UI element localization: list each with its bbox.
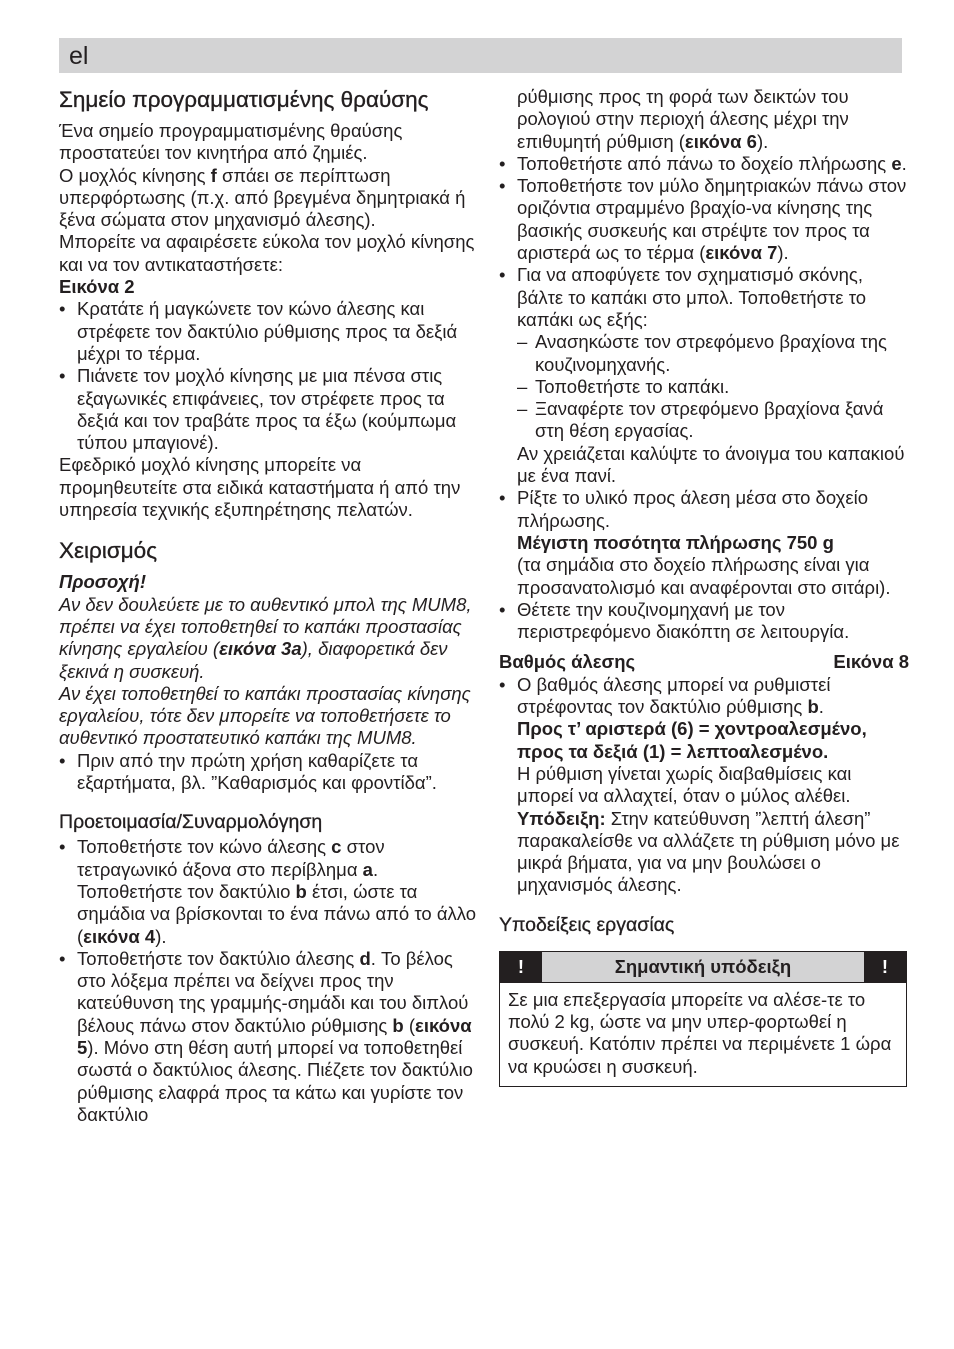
paragraph: Μπορείτε να αφαιρέσετε εύκολα τον μοχλό κίνησης και να τον αντικαταστήσετε: <box>59 231 475 275</box>
notice-title: Σημαντική υπόδειξη <box>614 955 792 977</box>
list-item: • Κρατάτε ή μαγκώνετε τον κώνο άλεσης και στρέφετε τον δακτύλιο ρύθμισης προς τα δεξιά μέχρι το τέρμα. <box>59 298 479 365</box>
section-title-work-hints: Υποδείξεις εργασίας <box>499 913 675 936</box>
figure-ref: εικόνα 3a <box>219 638 302 660</box>
section-title-preparation: Προετοιμασία/Συναρμολόγηση <box>59 811 323 834</box>
bullet-list <box>499 674 909 897</box>
left-column <box>59 86 479 1126</box>
bullet-list <box>499 153 909 644</box>
part-ref: f <box>210 164 217 186</box>
list-item: – Τοποθετήστε το καπάκι. <box>517 376 909 398</box>
section-title-operation: Χειρισμός <box>59 538 158 564</box>
list-item: • Θέτετε την κουζινομηχανή με τον περιστρεφόμενο διακόπτη σε λειτουργία. <box>499 599 909 644</box>
list-item: • Τοποθετήστε τον μύλο δημητριακών πάνω στον οριζόντια στραμμένο βραχίο-να κίνησης της βασικής συσκευής και στρέψτε τον προς τα αριστερά ως το τέρμα (εικόνα 7). <box>499 175 909 264</box>
caution-text: Αν έχει τοποθετηθεί το καπάκι προστασίας κίνησης εργαλείου, τότε δεν μπορείτε να τοποθετήσετε το αυθεντικό προστατευτικό καπάκι της MUM8. <box>59 682 471 749</box>
exclamation-icon: ! <box>864 952 906 982</box>
paragraph: Ο μοχλός κίνησης f σπάει σε περίπτωση υπερφόρτωσης (π.χ. από βρεγμένα δημητριακά ή ξένα σώματα στον μηχανισμό άλεσης). <box>59 164 466 231</box>
dash-list <box>517 331 909 442</box>
notice-header <box>500 952 906 983</box>
figure-ref: Εικόνα 2 <box>59 276 135 298</box>
caution-text: Αν δεν δουλεύετε με το αυθεντικό μπολ της MUM8, πρέπει να έχει τοποθετηθεί το καπάκι προστασίας κίνησης εργαλείου (εικόνα 3a), διαφορετικά δεν ξεκινά η συσκευή. <box>59 593 472 682</box>
bullet-list <box>59 750 479 795</box>
language-header-bar <box>59 38 902 73</box>
list-item: • Ο βαθμός άλεσης μπορεί να ρυθμιστεί στρέφοντας τον δακτύλιο ρύθμισης b. Προς τ’ αριστερά (6) = χοντροαλεσμένο, προς τα δεξιά (1) = λεπτοαλεσμένο. Η ρύθμιση γίνεται χωρίς διαβαθμίσεις και μπορεί να αλλαχτεί, όταν ο μύλος αλέθει. Υπόδειξη: Στην κατεύθυνση ”λεπτή άλεση” παρακαλείσθε να αλλάζετε τη ρύθμιση μόνο με μικρά βήματα, για να μην βουλώσει ο μηχανισμός άλεσης. <box>499 674 909 897</box>
paragraph: ρύθμισης προς τη φορά των δεικτών του ρολογιού στην περιοχή άλεσης μέχρι την επιθυμητή ρύθμιση (εικόνα 6). <box>517 86 849 152</box>
list-item: • Για να αποφύγετε τον σχηματισμό σκόνης, βάλτε το καπάκι στο μπολ. Τοποθετήστε το καπάκι ως εξής: – Ανασηκώστε τον στρεφόμενο βραχίονα της κουζινομηχανής. – Τοποθετήστε το καπάκι. – Ξαναφέρτε τον στρεφόμενο βραχίονα ξανά στη θέση εργασίας. Αν χρειάζεται καλύψτε το άνοιγμα του καπακιού με ένα πανί. <box>499 264 909 487</box>
bullet-list <box>59 298 479 454</box>
max-fill-label: Μέγιστη ποσότητα πλήρωσης 750 g <box>517 531 834 553</box>
grind-level-heading <box>499 651 909 673</box>
list-item: • Τοποθετήστε από πάνω το δοχείο πλήρωσης e. <box>499 153 909 175</box>
notice-body: Σε μια επεξεργασία μπορείτε να αλέσε-τε το πολύ 2 kg, ώστε να μην υπερ-φορτωθεί η συσκευή. Κατόπιν πρέπει να περιμένετε 1 ώρα να κρυώσει η συσκευή. <box>508 988 892 1077</box>
language-code: el <box>69 42 89 70</box>
list-item: – Ανασηκώστε τον στρεφόμενο βραχίονα της κουζινομηχανής. <box>517 331 909 376</box>
list-item: • Ρίξτε το υλικό προς άλεση μέσα στο δοχείο πλήρωσης. Μέγιστη ποσότητα πλήρωσης 750 g (τα σημάδια στο δοχείο πλήρωσης είναι για προσανατολισμό και αναφέρονται στο σιτάρι). <box>499 487 909 598</box>
exclamation-icon: ! <box>500 952 542 982</box>
list-item: • Πριν από την πρώτη χρήση καθαρίζετε τα εξαρτήματα, βλ. ”Καθαρισμός και φροντίδα”. <box>59 750 479 795</box>
paragraph: Ένα σημείο προγραμματισμένης θραύσης προστατεύει τον κινητήρα από ζημιές. <box>59 120 403 164</box>
list-item: • Τοποθετήστε τον κώνο άλεσης c στον τετραγωνικό άξονα στο περίβλημα a. Τοποθετήστε τον δακτύλιο b έτσι, ώστε τα σημάδια να βρίσκονται το ένα πάνω από το άλλο (εικόνα 4). <box>59 836 479 947</box>
hint-label: Υπόδειξη: <box>517 807 606 829</box>
figure-ref: Εικόνα 8 <box>833 651 909 673</box>
grind-level-label: Βαθμός άλεσης <box>499 651 636 673</box>
list-item: • Τοποθετήστε τον δακτύλιο άλεσης d. Το βέλος στο λόξεμα πρέπει να δείχνει προς την κατεύθυνση της γραμμής-σημάδι και του διπλού βέλους πάνω στον δακτύλιο ρύθμισης b (εικόνα 5). Μόνο στη θέση αυτή μπορεί να τοποθετηθεί σωστά ο δακτύλιος άλεσης. Πιέζετε τον δακτύλιο ρύθμισης ελαφρά προς τα κάτω και γυρίστε τον δακτύλιο <box>59 948 479 1126</box>
caution-label: Προσοχή! <box>59 571 146 593</box>
right-column <box>499 86 909 1087</box>
paragraph: Εφεδρικό μοχλό κίνησης μπορείτε να προμηθευτείτε στα ειδικά καταστήματα ή από την υπηρεσία τεχνικής εξυπηρέτησης πελατών. <box>59 454 461 521</box>
section-title-breaking-point: Σημείο προγραμματισμένης θραύσης <box>59 87 429 112</box>
list-item: • Πιάνετε τον μοχλό κίνησης με μια πένσα στις εξαγωνικές επιφάνειες, τον στρέφετε προς τα δεξιά και τον τραβάτε προς τα έξω (κούμπωμα τύπου μπαγιονέ). <box>59 365 479 454</box>
list-item: – Ξαναφέρτε τον στρεφόμενο βραχίονα ξανά στη θέση εργασίας. <box>517 398 909 443</box>
bullet-list <box>59 836 479 1126</box>
important-notice-box <box>499 951 907 1087</box>
